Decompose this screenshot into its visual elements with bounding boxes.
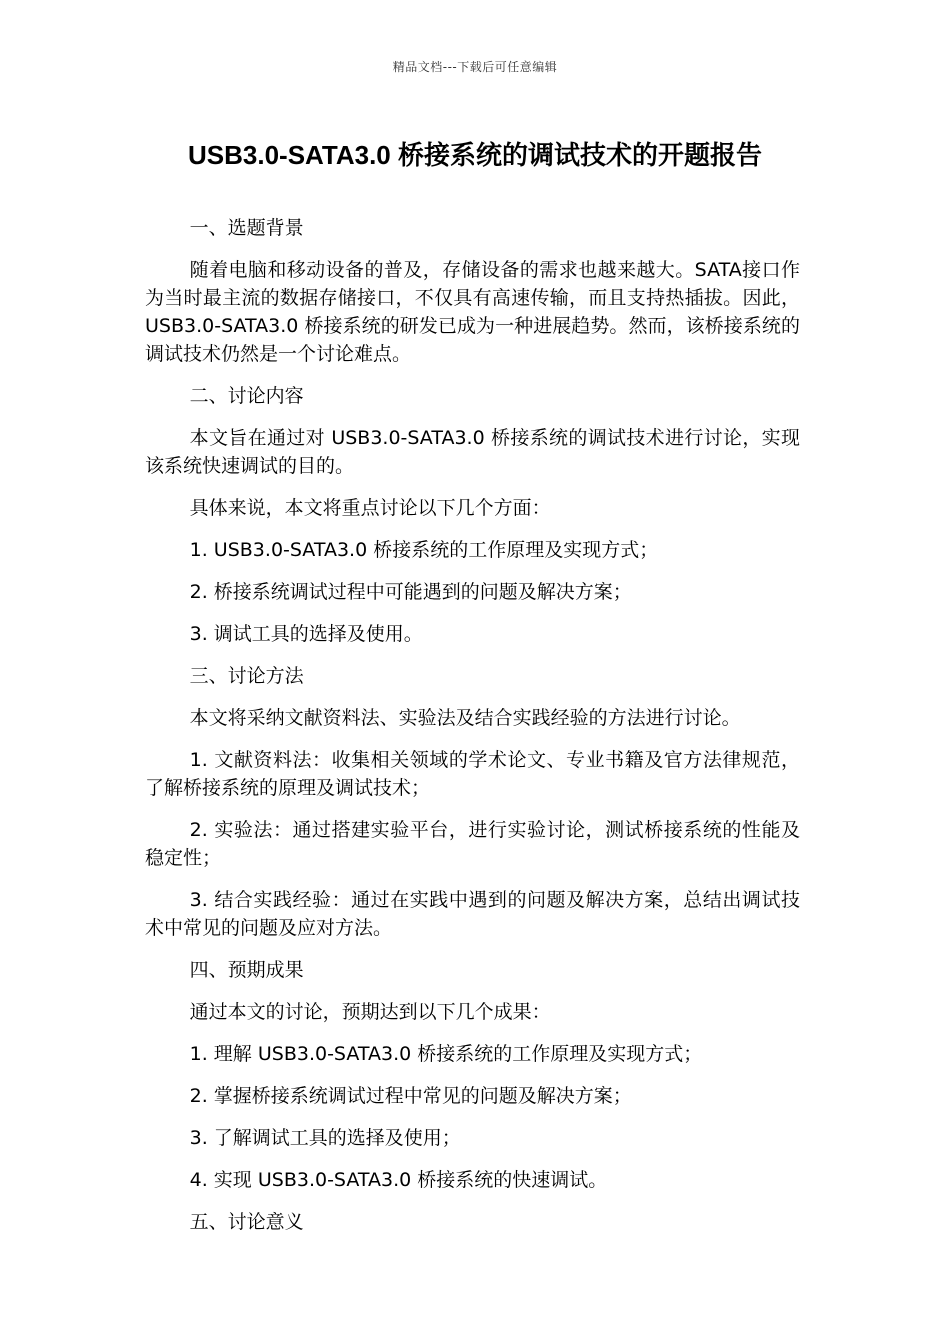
list-item: 1. 文献资料法：收集相关领域的学术论文、专业书籍及官方法律规范，了解桥接系统的原理及调试技术；	[145, 749, 800, 799]
list-item: 2. 桥接系统调试过程中可能遇到的问题及解决方案；	[189, 581, 632, 603]
document-body	[145, 214, 800, 1250]
paragraph-content-intro: 具体来说，本文将重点讨论以下几个方面：	[189, 497, 551, 519]
list-item: 1. 理解 USB3.0-SATA3.0 桥接系统的工作原理及实现方式；	[189, 1043, 703, 1065]
section-heading-results: 四、预期成果	[189, 959, 304, 981]
list-item: 3. 结合实践经验：通过在实践中遇到的问题及解决方案，总结出调试技术中常见的问题及应对方法。	[145, 889, 800, 939]
list-item: 1. USB3.0-SATA3.0 桥接系统的工作原理及实现方式；	[189, 539, 659, 561]
list-item: 2. 实验法：通过搭建实验平台，进行实验讨论，测试桥接系统的性能及稳定性；	[145, 819, 800, 869]
list-item: 4. 实现 USB3.0-SATA3.0 桥接系统的快速调试。	[189, 1169, 608, 1191]
section-heading-method: 三、讨论方法	[189, 665, 304, 687]
section-heading-content: 二、讨论内容	[189, 385, 304, 407]
header-note: 精品文档---下载后可任意编辑	[392, 60, 558, 74]
section-heading-significance: 五、讨论意义	[189, 1211, 304, 1233]
list-item: 3. 调试工具的选择及使用。	[189, 623, 423, 645]
list-item: 3. 了解调试工具的选择及使用；	[189, 1127, 461, 1149]
paragraph-method-intro: 本文将采纳文献资料法、实验法及结合实践经验的方法进行讨论。	[189, 707, 741, 729]
paragraph-background: 随着电脑和移动设备的普及，存储设备的需求也越来越大。SATA接口作为当时最主流的数据存储接口，不仅具有高速传输，而且支持热插拔。因此，USB3.0-SATA3.0 桥接系统的研发已成为一种进展趋势。然而，该桥接系统的调试技术仍然是一个讨论难点。	[145, 259, 800, 365]
paragraph-results-intro: 通过本文的讨论，预期达到以下几个成果：	[189, 1001, 551, 1023]
paragraph-content-purpose: 本文旨在通过对 USB3.0-SATA3.0 桥接系统的调试技术进行讨论，实现该系统快速调试的目的。	[145, 427, 800, 477]
section-heading-background: 一、选题背景	[189, 217, 304, 239]
list-item: 2. 掌握桥接系统调试过程中常见的问题及解决方案；	[189, 1085, 632, 1107]
page-title: USB3.0-SATA3.0 桥接系统的调试技术的开题报告	[188, 140, 762, 170]
